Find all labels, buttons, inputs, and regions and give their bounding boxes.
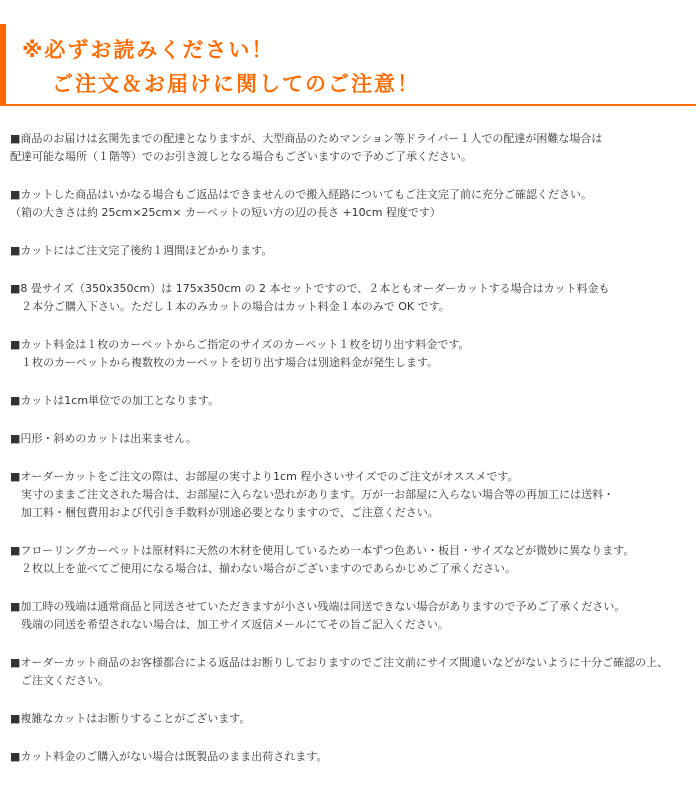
note-line: ■カットにはご注文完了後約１週間ほどかかります。 xyxy=(10,244,273,257)
note-item xyxy=(10,542,696,578)
note-line: 実寸のままご注文された場合は、お部屋に入らない恐れがあります。万が一お部屋に入らない場合等の再加工には送料・ xyxy=(10,488,615,501)
note-item xyxy=(10,242,696,260)
note-line: ■オーダーカット商品のお客様都合による返品はお断りしておりますのでご注文前にサイズ間違いなどがないように十分ご確認の上、 xyxy=(10,656,669,669)
note-item xyxy=(10,710,696,728)
notice-title-line2: ご注文＆お届けに関してのご注意！ xyxy=(52,72,420,96)
note-line: ■オーダーカットをご注文の際は、お部屋の実寸より1cm 程小さいサイズでのご注文がオススメです。 xyxy=(10,470,519,483)
note-item xyxy=(10,280,696,316)
note-line: ご注文ください。 xyxy=(10,674,109,687)
note-item xyxy=(10,748,696,766)
note-line: ■カット料金のご購入がない場合は既製品のまま出荷されます。 xyxy=(10,750,328,763)
note-line: ２本分ご購入下さい。ただし１本のみカットの場合はカット料金１本のみで OK です。 xyxy=(10,300,450,313)
note-item xyxy=(10,130,696,166)
note-line: ■加工時の残端は通常商品と同送させていただきますが小さい残端は同送できない場合がありますので予めご了承ください。 xyxy=(10,600,626,613)
note-line: ■8 畳サイズ（350x350cm）は 175x350cm の 2 本セットですので、２本ともオーダーカットする場合はカット料金も xyxy=(10,282,610,295)
note-line: ■複雑なカットはお断りすることがございます。 xyxy=(10,712,251,725)
note-item xyxy=(10,336,696,372)
note-line: ■商品のお届けは玄関先までの配達となりますが、大型商品のためマンション等ドライバー１人での配達が困難な場合は xyxy=(10,132,603,145)
note-item xyxy=(10,430,696,448)
note-item xyxy=(10,654,696,690)
note-line: 残端の同送を希望されない場合は、加工サイズ返信メールにてその旨ご記入ください。 xyxy=(10,618,449,631)
note-item xyxy=(10,392,696,410)
note-line: ■カットは1cm単位での加工となります。 xyxy=(10,394,220,407)
note-line: 加工料・梱包費用および代引き手数料が別途必要となりますので、ご注意ください。 xyxy=(10,506,439,519)
note-line: ■カットした商品はいかなる場合もご返品はできませんので搬入経路についてもご注文完了前に充分ご確認ください。 xyxy=(10,188,593,201)
note-line: ■フローリングカーペットは原材料に天然の木材を使用しているため一本ずつ色あい・板目・サイズなどが微妙に異なります。 xyxy=(10,544,635,557)
notes-list xyxy=(10,130,696,786)
note-line: （箱の大きさは約 25cm×25cm× カーペットの短い方の辺の長さ +10cm 程度です） xyxy=(10,206,441,219)
note-line: ■カット料金は１枚のカーペットからご指定のサイズのカーペット１枚を切り出す料金です。 xyxy=(10,338,470,351)
note-item xyxy=(10,468,696,522)
notice-header xyxy=(0,24,696,106)
notice-title-line1: ※必ずお読みください！ xyxy=(22,38,275,62)
note-line: ■円形・斜めのカットは出来ません。 xyxy=(10,432,197,445)
note-item xyxy=(10,186,696,222)
note-item xyxy=(10,598,696,634)
note-line: ２枚以上を並べてご使用になる場合は、揃わない場合がございますのであらかじめご了承ください。 xyxy=(10,562,516,575)
note-line: 配達可能な場所（１階等）でのお引き渡しとなる場合もございますので予めご了承ください。 xyxy=(10,150,472,163)
note-line: １枚のカーペットから複数枚のカーペットを切り出す場合は別途料金が発生します。 xyxy=(10,356,439,369)
